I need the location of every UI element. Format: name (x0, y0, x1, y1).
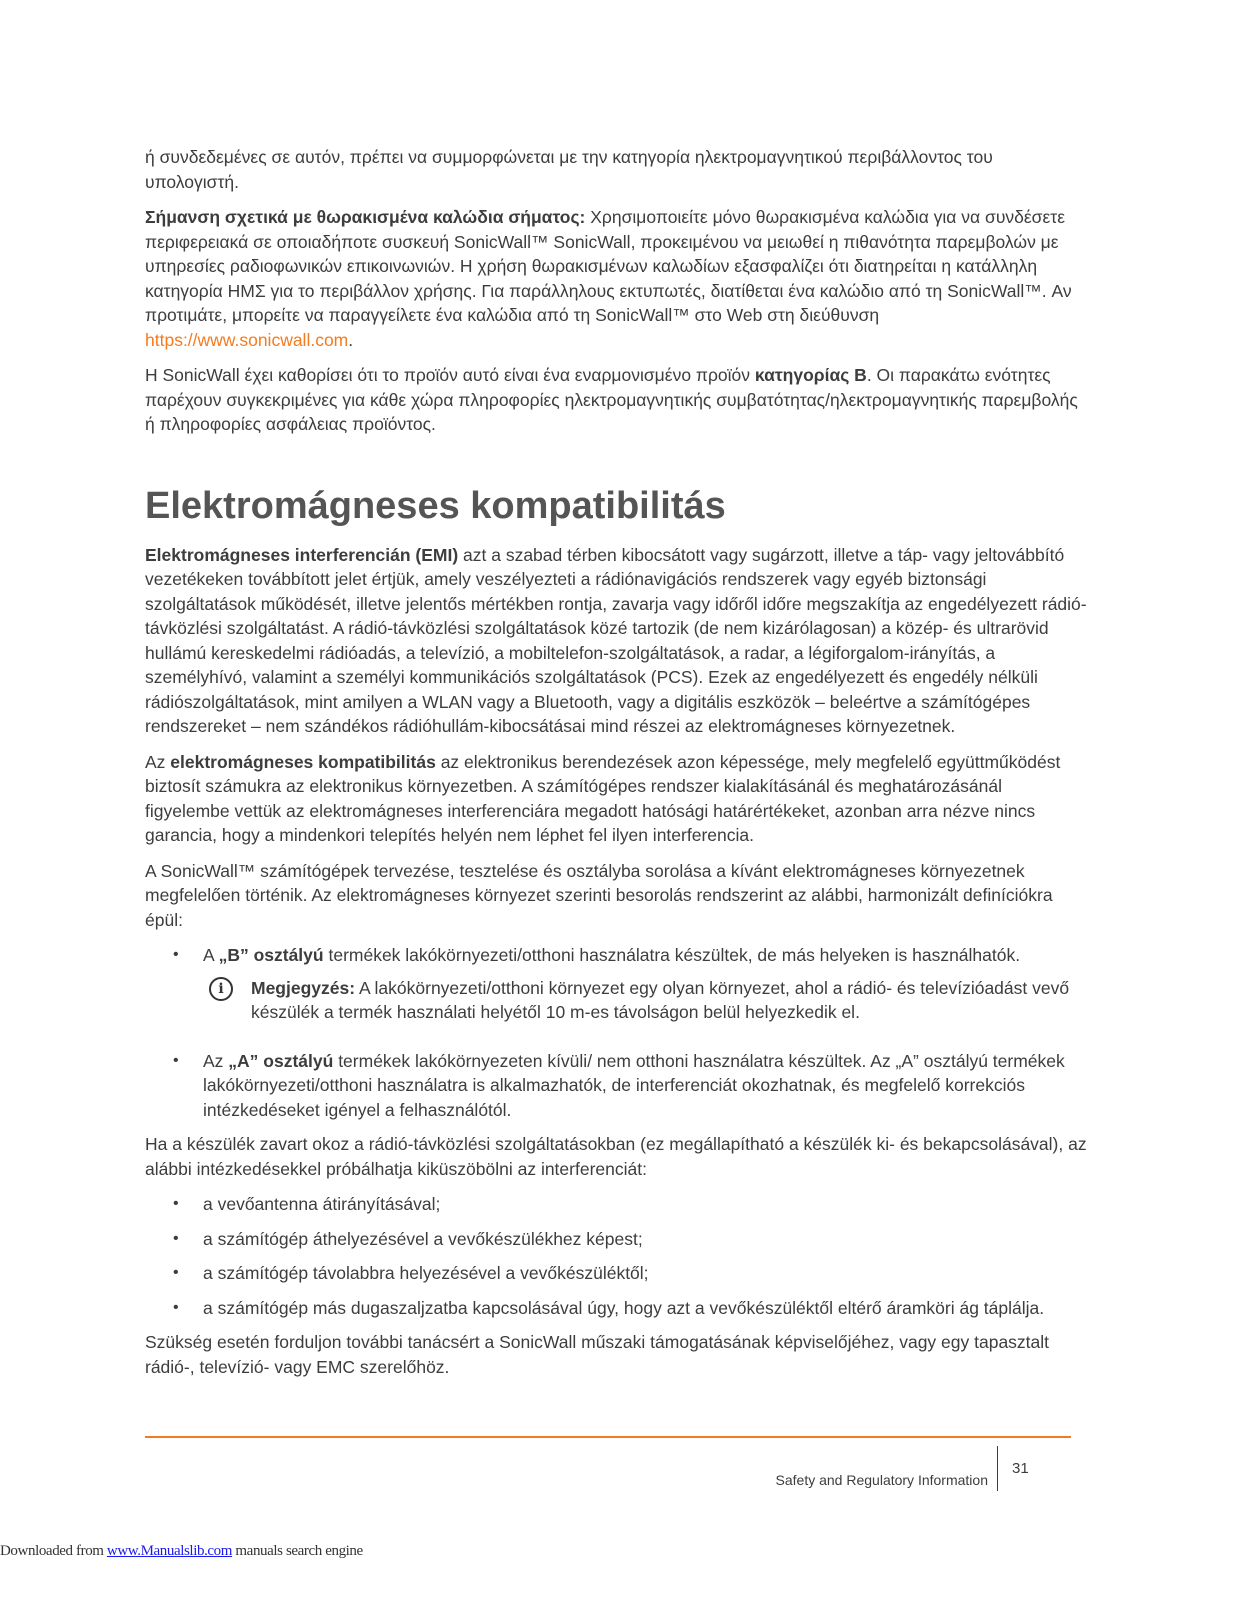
list-item-measure (145, 1296, 1090, 1321)
document-body (145, 145, 1090, 1390)
list-item-class-b (145, 943, 1090, 1025)
class-a-term: „A” osztályú (228, 1050, 334, 1071)
list-item-measure (145, 1192, 1090, 1217)
list-item-class-a (145, 1049, 1090, 1123)
measure-text: a számítógép áthelyezésével a vevőkészülékhez képest; (203, 1228, 643, 1249)
class-b-label-greek: κατηγορίας Β (754, 365, 867, 385)
measure-text: a számítógép távolabbra helyezésével a vevőkészüléktől; (203, 1263, 649, 1283)
bullet-icon: • (173, 946, 179, 963)
bullet-icon: • (173, 1051, 179, 1069)
note-label: Megjegyzés: (251, 977, 356, 998)
download-suffix: manuals search engine (232, 1543, 363, 1559)
list-item-measure (145, 1227, 1090, 1252)
greek-paragraph-3 (145, 363, 1090, 437)
measure-text: a számítógép más dugaszaljzatba kapcsolásával úgy, hogy azt a vevőkészüléktől eltérő áramköri ág táplálja. (203, 1297, 1045, 1318)
greek-paragraph-2-end: . (348, 329, 354, 350)
emc-term: elektromágneses kompatibilitás (170, 751, 436, 772)
emi-paragraph (145, 543, 1090, 739)
measures-list (145, 1192, 1090, 1320)
list-item-measure (145, 1261, 1090, 1286)
info-icon: i (209, 977, 233, 1001)
greek-paragraph-2-text: Χρησιμοποιείτε μόνο θωρακισμένα καλώδια για να συνδέσετε περιφερειακά σε οποιαδήποτε συσκευή SonicWall™ SonicWall, προκειμένου να μειωθεί η πιθανότητα παρεμβολών με υπηρεσίες ραδιοφωνικών επικοινωνιών. Η χρήση θωρακισμένων καλωδίων εξασφαλίζει ότι διατηρείται η κατάλληλη κατηγορία ΗΜΣ για το περιβάλλον χρήσης. Για παράλληλους εκτυπωτές, διατίθεται ένα καλώδιο από τη SonicWall™. Αν προτιμάτε, μπορείτε να παραγγείλετε ένα καλώδια από τη SonicWall™ στο Web στη διεύθυνση (145, 207, 1072, 325)
section-heading: Elektromágneses kompatibilitás (145, 484, 726, 527)
class-b-term: „B” osztályú (218, 945, 324, 965)
note-box (203, 976, 1090, 1025)
class-a-text: termékek lakókörnyezeten kívüli/ nem otthoni használatra készültek. Az „A” osztályú termékek lakókörnyezeti/otthoni használatra is alkalmazhatók, de interferenciát okozhatnak, és megfelelő korrekciós intézkedéseket igényel a felhasználótól. (203, 1050, 1065, 1120)
emc-paragraph-text-a: Az (145, 751, 171, 772)
emi-paragraph-text: azt a szabad térben kibocsátott vagy sugárzott, illetve a táp- vagy jeltovábbító vezetékeken továbbított jelet értjük, amely veszélyezteti a rádiónavigációs rendszerek vagy egyéb biztonsági szolgáltatások működését, illetve jelentős mértékben rontja, zavarja vagy időről időre megszakítja az engedélyezett rádió-távközlési szolgáltatást. A rádió-távközlési szolgáltatások közé tartozik (de nem kizárólagosan) a közép- és ultrarövid hullámú kereskedelmi rádióadás, a televízió, a mobiltelefon-szolgáltatások, a radar, a légiforgalom-irányítás, a személyhívó, valamint a személyi kommunikációs szolgáltatások (PCS). Ezek az engedélyezett és engedély nélküli rádiószolgáltatások, mint amilyen a WLAN vagy a Bluetooth, vagy a digitális eszközök – beleértve a számítógépes rendszereket – nem szándékos rádióhullám-kibocsátásai mind részei az elektromágneses környezetnek. (145, 544, 1087, 736)
download-credit (0, 1543, 363, 1560)
class-list (145, 943, 1090, 1122)
class-b-text-a: A (203, 945, 219, 965)
support-paragraph: Szükség esetén forduljon további tanácsért a SonicWall műszaki támogatásának képviselőjéhez, vagy egy tapasztalt rádió-, televízió- vagy EMC szerelőhöz. (145, 1332, 1050, 1377)
class-a-text-a: Az (203, 1050, 229, 1071)
manualslib-link[interactable]: www.Manualslib.com (106, 1543, 233, 1559)
bullet-icon: • (173, 1298, 179, 1316)
sonicwall-link[interactable]: https://www.sonicwall.com (145, 329, 349, 350)
shielded-cables-label: Σήμανση σχετικά με θωρακισμένα καλώδια σήματος: (145, 207, 586, 227)
greek-paragraph-3-text-a: Η SonicWall έχει καθορίσει ότι το προϊόν αυτό είναι ένα εναρμονισμένο προϊόν (145, 365, 755, 385)
greek-paragraph-3-text-b: . Οι παρακάτω ενότητες παρέχουν συγκεκριμένες για κάθε χώρα πληροφορίες ηλεκτρομαγνητικής συμβατότητας/ηλεκτρομαγνητικής παρεμβολής ή πληροφορίες ασφάλειας προϊόντος. (145, 365, 1078, 434)
footer-divider (997, 1446, 998, 1491)
greek-paragraph-2 (145, 205, 1090, 352)
emc-paragraph (145, 750, 1090, 848)
emi-term: Elektromágneses interferencián (EMI) (145, 544, 459, 565)
class-b-text: termékek lakókörnyezeti/otthoni használatra készültek, de más helyeken is használhatók. (323, 945, 1021, 965)
interference-paragraph: Ha a készülék zavart okoz a rádió-távközlési szolgáltatásokban (ez megállapítható a készülék ki- és bekapcsolásával), az alábbi intézkedésekkel próbálhatja kiküszöbölni az interferenciát: (145, 1134, 1087, 1179)
bullet-icon: • (173, 1264, 179, 1281)
greek-paragraph-1-text: ή συνδεδεμένες σε αυτόν, πρέπει να συμμορφώνεται με την κατηγορία ηλεκτρομαγνητικού περιβάλλοντος του υπολογιστή. (145, 147, 993, 192)
footer-title: Safety and Regulatory Information (775, 1472, 988, 1488)
greek-paragraph-1 (145, 145, 1090, 194)
bullet-icon: • (173, 1229, 179, 1247)
page-number: 31 (1012, 1460, 1029, 1477)
download-prefix: Downloaded from (0, 1543, 107, 1559)
bullet-icon: • (173, 1195, 179, 1212)
note-text: A lakókörnyezeti/otthoni környezet egy olyan környezet, ahol a rádió- és televízióadást vevő készülék a termék használati helyétől 10 m-es távolságon belül helyezkedik el. (251, 977, 1070, 1022)
emc-paragraph-text-b: az elektronikus berendezések azon képessége, mely megfelelő együttműködést biztosít számukra az elektronikus környezetben. A számítógépes rendszer kialakításánál és meghatározásánál figyelembe vettük az elektromágneses interferenciára megadott hatósági határértékeket, azonban arra nézve nincs garancia, hogy a mindenkori telepítés helyén nem léphet fel ilyen interferencia. (145, 751, 1061, 845)
measure-text: a vevőantenna átirányításával; (203, 1194, 441, 1214)
footer-rule (145, 1436, 1071, 1438)
classification-paragraph: A SonicWall™ számítógépek tervezése, tesztelése és osztályba sorolása a kívánt elektromágneses környezetnek megfelelően történik. Az elektromágneses környezet szerinti besorolás rendszerint az alábbi, harmonizált definíciókra épül: (145, 860, 1053, 930)
